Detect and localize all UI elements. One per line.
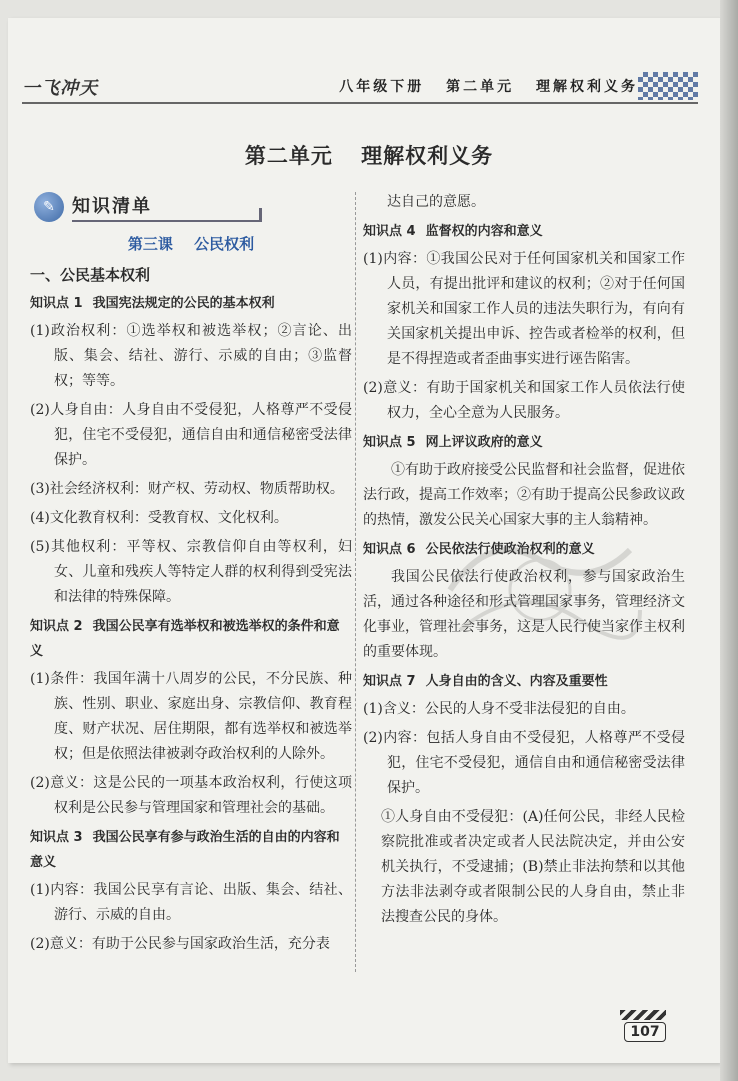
section-heading: 一、公民基本权利 [30,266,151,284]
banner-rule [72,220,260,222]
book-icon: ✎ [34,192,64,222]
banner-title: 知识清单 [72,196,152,217]
lesson-title [30,232,352,257]
kp-title: 人身自由的含义、内容及重要性 [425,674,608,689]
header-unit: 第二单元 [446,79,515,95]
unit-number: 第二单元 [244,144,333,168]
header-grade: 八年级下册 [339,79,425,95]
kp-heading [363,219,685,244]
list-item: (1)条件：我国年满十八周岁的公民，不分民族、种族、性别、职业、家庭出身、宗教信仰、教育程度、财产状况、居住期限，都有选举权和被选举权；但是依照法律被剥夺政治权利的人除外。 [30,671,352,762]
list-item: (2)内容：包括人身自由不受侵犯，人格尊严不受侵犯，住宅不受侵犯，通信自由和通信秘密受法律保护。 [363,730,685,796]
kp-number: 知识点 6 [363,542,416,557]
page-number-badge [620,1010,666,1042]
right-column [363,190,685,934]
paragraph: 我国公民依法行使政治权利，参与国家政治生活，通过各种途径和形式管理国家事务，管理经济文化事业，管理社会事务，这是人民行使当家作主权利的重要体现。 [363,569,685,660]
kp-title: 我国公民享有选举权和被选举权的条件和意义 [30,619,340,659]
checker-pattern [638,72,698,100]
kp-number: 知识点 4 [363,224,416,239]
column-divider [355,192,357,972]
list-item: (1)内容：①我国公民对于任何国家机关和国家工作人员，有提出批评和建议的权利；②对于任何国家机关和国家工作人员的违法失职行为，有向有关国家机关提出申诉、控告或者检举的权利，但是不得捏造或者歪曲事实进行诬告陷害。 [363,251,685,367]
list-item: (5)其他权利：平等权、宗教信仰自由等权利，妇女、儿童和残疾人等特定人群的权利得到受宪法和法律的特殊保障。 [30,539,352,605]
list-item: (1)政治权利：①选举权和被选举权；②言论、出版、集会、结社、游行、示威的自由；③监督权；等等。 [30,323,352,389]
list-item: (2)意义：有助于公民参与国家政治生活，充分表 [30,936,330,952]
kp-heading [363,430,685,455]
page-header [22,70,698,106]
page-number: 107 [624,1022,666,1042]
kp-heading [30,614,352,664]
lesson-name: 公民权利 [194,235,255,253]
list-item: (1)含义：公民的人身不受非法侵犯的自由。 [363,701,635,717]
kp-number: 知识点 3 [30,830,83,845]
list-item: (2)人身自由：人身自由不受侵犯，人格尊严不受侵犯，住宅不受侵犯，通信自由和通信秘密受法律保护。 [30,402,352,468]
list-item: (2)意义：这是公民的一项基本政治权利，行使这项权利是公民参与管理国家和管理社会的基础。 [30,775,352,816]
page-number-stripes [620,1010,666,1020]
continuation-text: 达自己的意愿。 [387,194,485,210]
banner-mark [259,208,262,222]
kp-title: 我国宪法规定的公民的基本权利 [92,296,275,311]
kp-heading [30,291,352,316]
kp-number: 知识点 5 [363,435,416,450]
left-column [30,190,352,961]
kp-number: 知识点 7 [363,674,416,689]
unit-title [0,140,738,170]
list-item: (4)文化教育权利：受教育权、文化权利。 [30,510,288,526]
header-info [325,76,638,96]
kp-heading [363,669,685,694]
kp-title: 监督权的内容和意义 [425,224,543,239]
list-item: (1)内容：我国公民享有言论、出版、集会、结社、游行、示威的自由。 [30,882,352,923]
list-item: (3)社会经济权利：财产权、劳动权、物质帮助权。 [30,481,344,497]
header-topic: 理解权利义务 [536,79,638,95]
kp-title: 公民依法行使政治权利的意义 [425,542,595,557]
kp-number: 知识点 2 [30,619,83,634]
header-rule [22,102,698,104]
kp-title: 我国公民享有参与政治生活的自由的内容和意义 [30,830,340,870]
knowledge-banner [30,190,352,226]
kp-title: 网上评议政府的意义 [425,435,543,450]
kp-heading [363,537,685,562]
brand-logo: 一飞冲天 [22,78,98,99]
kp-number: 知识点 1 [30,296,83,311]
lesson-number: 第三课 [127,235,173,253]
unit-topic: 理解权利义务 [361,144,494,168]
paragraph: ①有助于政府接受公民监督和社会监督，促进依法行政，提高工作效率；②有助于提高公民参政议政的热情，激发公民关心国家大事的主人翁精神。 [363,462,685,528]
list-item: (2)意义：有助于国家机关和国家工作人员依法行使权力，全心全意为人民服务。 [363,380,685,421]
sub-item: ①人身自由不受侵犯：(A)任何公民，非经人民检察院批准或者决定或者人民法院决定，并由公安机关执行，不受逮捕；(B)禁止非法拘禁和以其他方法非法剥夺或者限制公民的人身自由，禁止非法搜查公民的身体。 [381,809,685,925]
kp-heading [30,825,352,875]
